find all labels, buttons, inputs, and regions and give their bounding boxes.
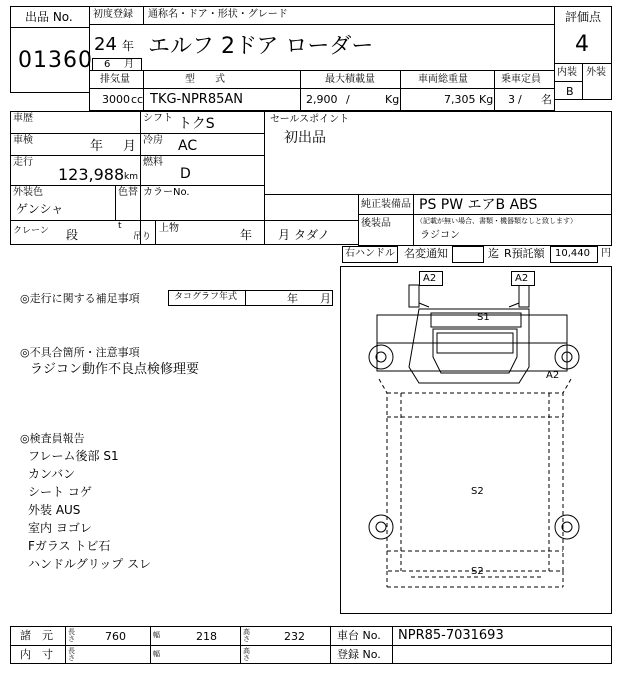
crane-stages-unit: 段: [66, 228, 79, 242]
body-month-unit: 月: [278, 228, 291, 242]
body-maker: タダノ: [294, 228, 330, 242]
deadline-label: 迄: [488, 247, 499, 260]
report-item: Fガラス トビ石: [28, 539, 111, 553]
aftermarket-items: ラジコン: [420, 230, 460, 241]
recycle-deposit: 10,440: [555, 248, 590, 259]
sales-point-label: セールスポイント: [270, 114, 350, 125]
interior-length-label: 長さ: [68, 647, 75, 663]
displacement-value: 3000: [102, 93, 130, 106]
oem-equipment: PS PW エアB ABS: [419, 197, 538, 213]
history-label: 車歴: [13, 113, 33, 124]
tachograph-year-unit: 年: [287, 292, 298, 305]
interior-height-label: 高さ: [243, 647, 250, 663]
vehicle-name-label: 通称名・ドア・形状・グレード: [148, 9, 288, 20]
defects-label: ◎不具合箇所・注意事項: [20, 346, 140, 359]
displacement-unit: cc: [131, 93, 144, 106]
reg-year-unit: 年: [122, 39, 135, 53]
displacement-label: 排気量: [100, 74, 130, 85]
capacity-unit: Kg: [385, 93, 400, 106]
interior-grade: B: [566, 85, 574, 98]
lot-number: 01360: [18, 48, 93, 73]
aftermarket-label: 後装品: [361, 218, 391, 229]
exterior-grade-label: 外装: [586, 67, 606, 78]
width-value: 218: [196, 630, 217, 643]
handle-side: 右ハンドル: [345, 248, 395, 259]
car-name: エルフ 2ドア ローダー: [148, 34, 374, 59]
interior-width-label: 幅: [153, 650, 160, 658]
report-item: ハンドルグリップ スレ: [28, 557, 152, 571]
truck-outline-drawing: [341, 267, 611, 613]
gvw-label: 車両総重量: [418, 74, 468, 85]
shift-label: シフト: [143, 113, 173, 124]
fuel-value: D: [180, 166, 191, 182]
reg-year: 24: [94, 34, 117, 55]
lot-number-label: 出品 No.: [25, 10, 73, 24]
mileage-value: 123,988: [58, 165, 125, 184]
inspection-label: 車検: [13, 135, 33, 146]
color-change-label: 色替: [118, 187, 138, 198]
inspection-month-unit: 月: [123, 139, 137, 154]
body-year-unit: 年: [240, 228, 253, 242]
color-number-label: カラーNo.: [143, 187, 190, 198]
mileage-unit: km: [124, 172, 138, 182]
report-item: フレーム後部 S1: [28, 449, 119, 463]
name-change-box: [452, 246, 484, 263]
damage-mark: S2: [471, 486, 484, 497]
capacity-slash: /: [346, 93, 350, 106]
interior-grade-label: 内装: [557, 67, 577, 78]
crane-label: クレーン: [13, 226, 49, 236]
aftermarket-note: （記載が無い場合、書類・機器類なしと致します）: [416, 217, 577, 225]
reg-month-unit: 月: [124, 59, 134, 70]
lift-row: [264, 220, 359, 245]
ac-label: 冷房: [143, 135, 163, 146]
seats-value: 3: [508, 93, 515, 106]
gvw-value: 7,305: [444, 93, 476, 106]
chassis-number: NPR85-7031693: [398, 628, 504, 643]
name-change-label: 名変通知: [404, 247, 448, 260]
height-value: 232: [284, 630, 305, 643]
mileage-label: 走行: [13, 157, 33, 168]
fuel-label: 燃料: [143, 157, 163, 168]
sales-point-text: 初出品: [284, 130, 326, 146]
inspector-report-label: ◎検査員報告: [20, 432, 85, 445]
chassis-number-label: 車台 No.: [337, 629, 381, 642]
grade-label: 評価点: [565, 10, 602, 24]
vehicle-diagram: [340, 266, 612, 614]
body-equipment-label: 上物: [159, 223, 179, 234]
ac-value: AC: [178, 138, 198, 154]
driving-notes-label: ◎走行に関する補足事項: [20, 292, 140, 305]
first-registration-label: 初度登録: [93, 9, 133, 20]
seats-unit: 名: [541, 93, 552, 106]
capacity-label: 最大積載量: [325, 74, 375, 85]
yen-unit: 円: [601, 248, 611, 259]
damage-mark: S1: [477, 312, 490, 323]
recycle-deposit-label: R預託額: [504, 247, 545, 260]
registration-number-label: 登録 No.: [337, 648, 381, 661]
reg-month: 6: [104, 59, 111, 70]
model-code: TKG-NPR85AN: [150, 92, 243, 107]
height-label: 高さ: [243, 628, 250, 644]
damage-mark: A2: [515, 273, 529, 284]
report-item: 外装 AUS: [28, 503, 81, 517]
inspection-year-unit: 年: [90, 139, 104, 154]
report-item: カンバン: [28, 467, 76, 481]
gvw-unit: Kg: [479, 93, 494, 106]
capacity-value: 2,900: [306, 93, 338, 106]
damage-mark: A2: [546, 370, 560, 381]
dimensions-label: 諸 元: [20, 629, 53, 642]
damage-mark: A2: [423, 273, 437, 284]
tachograph-label: タコグラフ年式: [174, 292, 238, 302]
defect-item: ラジコン動作不良点検修理要: [30, 362, 200, 377]
length-label: 長さ: [68, 628, 75, 644]
interior-dims-label: 内 寸: [20, 648, 53, 661]
grade-score: 4: [575, 32, 589, 57]
seating-label: 乗車定員: [501, 74, 541, 85]
shift-value: トクS: [178, 116, 215, 132]
report-item: 室内 ヨゴレ: [28, 521, 92, 535]
oem-equipment-label: 純正装備品: [361, 199, 411, 210]
width-label: 幅: [153, 631, 160, 639]
tachograph-month-unit: 月: [320, 292, 331, 305]
damage-mark: S2: [471, 566, 484, 577]
length-value: 760: [105, 630, 126, 643]
exterior-color-label: 外装色: [13, 187, 43, 198]
crane-lift-unit: 吊り: [133, 232, 152, 242]
exterior-color: ゲンシャ: [16, 202, 64, 216]
report-item: シート コゲ: [28, 485, 92, 499]
crane-tonnage-unit: t: [118, 221, 122, 231]
seats-slash: /: [518, 93, 522, 106]
model-label: 型 式: [185, 74, 225, 85]
